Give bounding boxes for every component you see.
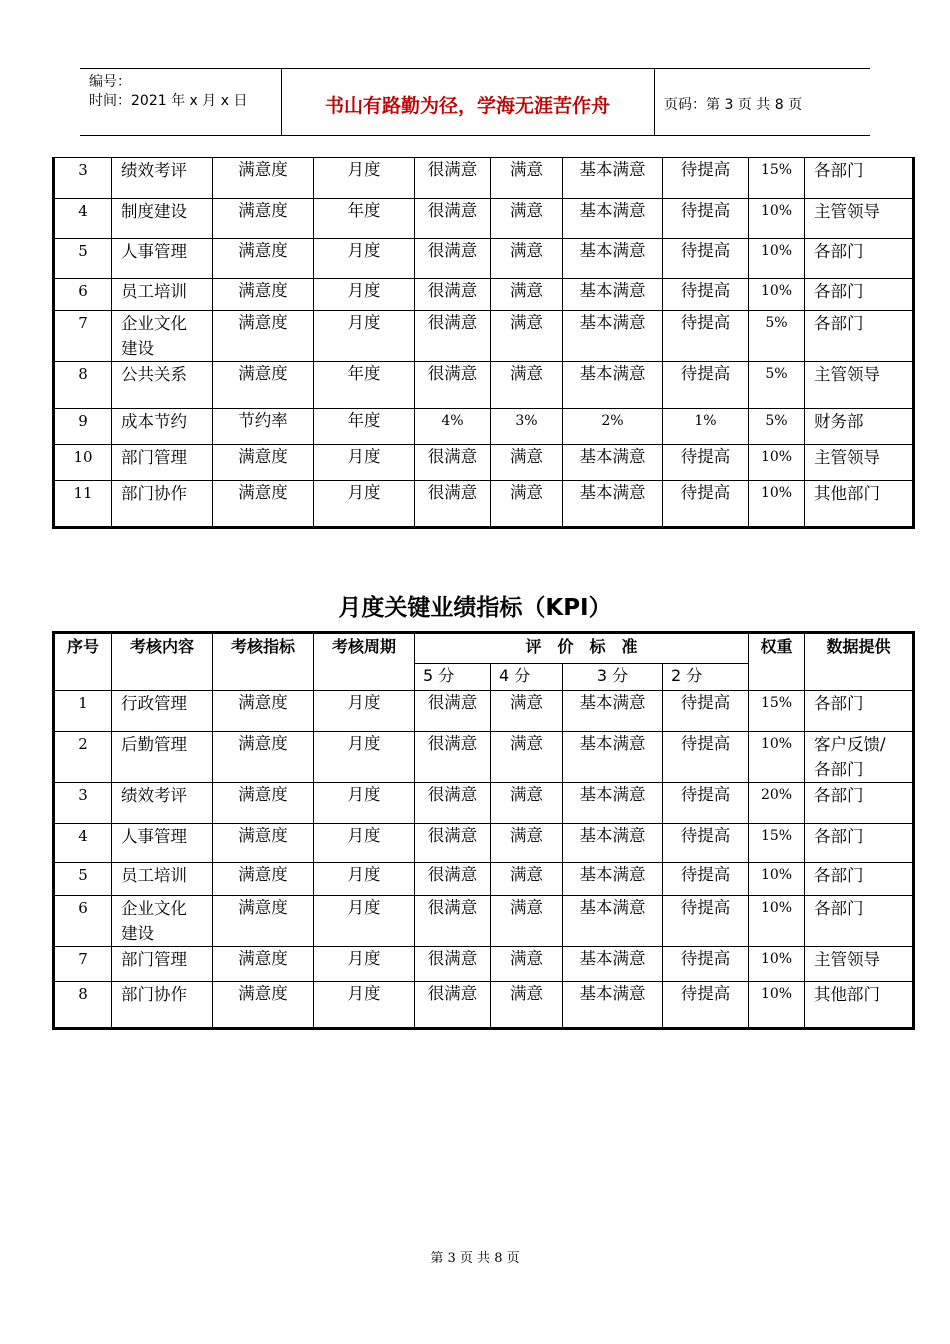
cell-weight: 10% (749, 239, 805, 279)
cell-weight: 10% (749, 279, 805, 311)
cell-content: 员工培训 (112, 279, 213, 311)
header-period: 考核周期 (314, 633, 415, 691)
header-index: 考核指标 (213, 633, 314, 691)
cell-s3: 基本满意 (563, 158, 663, 199)
cell-index: 满意度 (213, 362, 314, 409)
cell-index: 满意度 (213, 239, 314, 279)
cell-s3: 基本满意 (563, 362, 663, 409)
cell-s4: 满意 (491, 199, 563, 239)
cell-index: 满意度 (213, 824, 314, 863)
cell-content: 部门协作 (112, 481, 213, 528)
cell-source: 各部门 (805, 239, 914, 279)
cell-no: 5 (54, 863, 112, 896)
cell-period: 月度 (314, 824, 415, 863)
cell-index: 节约率 (213, 409, 314, 445)
cell-content: 绩效考评 (112, 783, 213, 824)
monthly-kpi-table (52, 631, 915, 1030)
cell-s2: 1% (663, 409, 749, 445)
table-row (54, 158, 914, 199)
table-row (54, 199, 914, 239)
cell-content: 后勤管理 (112, 732, 213, 783)
cell-s4: 满意 (491, 158, 563, 199)
cell-period: 月度 (314, 311, 415, 362)
cell-period: 月度 (314, 863, 415, 896)
cell-no: 8 (54, 362, 112, 409)
table-header-row (54, 633, 914, 664)
cell-s3: 基本满意 (563, 481, 663, 528)
cell-weight: 10% (749, 863, 805, 896)
header-score-2: 2 分 (663, 664, 749, 691)
cell-no: 2 (54, 732, 112, 783)
cell-s2: 待提高 (663, 279, 749, 311)
cell-s4: 满意 (491, 896, 563, 947)
header-motto: 书山有路勤为径，学海无涯苦作舟 (324, 95, 610, 117)
cell-no: 8 (54, 982, 112, 1029)
cell-content: 行政管理 (112, 691, 213, 732)
cell-weight: 10% (749, 445, 805, 481)
cell-no: 3 (54, 783, 112, 824)
cell-source: 财务部 (805, 409, 914, 445)
cell-source: 各部门 (805, 158, 914, 199)
cell-source: 各部门 (805, 783, 914, 824)
cell-source: 其他部门 (805, 982, 914, 1029)
cell-no: 9 (54, 409, 112, 445)
cell-content: 成本节约 (112, 409, 213, 445)
cell-s5: 4% (415, 409, 491, 445)
cell-s2: 待提高 (663, 732, 749, 783)
cell-s2: 待提高 (663, 691, 749, 732)
cell-weight: 20% (749, 783, 805, 824)
cell-s2: 待提高 (663, 783, 749, 824)
cell-s5: 很满意 (415, 279, 491, 311)
cell-s4: 满意 (491, 311, 563, 362)
table-row (54, 362, 914, 409)
cell-s4: 满意 (491, 362, 563, 409)
cell-s3: 基本满意 (563, 445, 663, 481)
cell-index: 满意度 (213, 732, 314, 783)
cell-s3: 基本满意 (563, 311, 663, 362)
cell-s3: 基本满意 (563, 982, 663, 1029)
cell-no: 10 (54, 445, 112, 481)
cell-s2: 待提高 (663, 896, 749, 947)
table-row (54, 311, 914, 362)
cell-index: 满意度 (213, 445, 314, 481)
cell-s3: 基本满意 (563, 199, 663, 239)
cell-weight: 10% (749, 896, 805, 947)
cell-s4: 满意 (491, 279, 563, 311)
table-row (54, 409, 914, 445)
cell-s5: 很满意 (415, 481, 491, 528)
cell-source: 主管领导 (805, 362, 914, 409)
header-divider (654, 69, 655, 135)
cell-index: 满意度 (213, 691, 314, 732)
cell-s3: 基本满意 (563, 732, 663, 783)
cell-content: 绩效考评 (112, 158, 213, 199)
cell-s5: 很满意 (415, 732, 491, 783)
cell-s3: 2% (563, 409, 663, 445)
cell-index: 满意度 (213, 199, 314, 239)
table-row (54, 824, 914, 863)
cell-no: 7 (54, 947, 112, 982)
cell-s5: 很满意 (415, 691, 491, 732)
time-label: 时间：2021 年 x 月 x 日 (89, 93, 248, 109)
table-row (54, 691, 914, 732)
cell-weight: 10% (749, 481, 805, 528)
cell-weight: 15% (749, 691, 805, 732)
cell-index: 满意度 (213, 982, 314, 1029)
cell-index: 满意度 (213, 279, 314, 311)
table-row (54, 863, 914, 896)
cell-no: 5 (54, 239, 112, 279)
cell-s5: 很满意 (415, 783, 491, 824)
header-meta (89, 73, 247, 111)
cell-content: 部门协作 (112, 982, 213, 1029)
cell-weight: 5% (749, 409, 805, 445)
cell-s4: 满意 (491, 982, 563, 1029)
table-row (54, 279, 914, 311)
cell-s3: 基本满意 (563, 783, 663, 824)
header-weight: 权重 (749, 633, 805, 691)
cell-s5: 很满意 (415, 982, 491, 1029)
cell-period: 月度 (314, 481, 415, 528)
header-score-5: 5 分 (415, 664, 491, 691)
cell-content: 制度建设 (112, 199, 213, 239)
header-page-info: 页码：第 3 页 共 8 页 (664, 97, 803, 113)
cell-s3: 基本满意 (563, 279, 663, 311)
cell-weight: 10% (749, 982, 805, 1029)
cell-index: 满意度 (213, 896, 314, 947)
cell-index: 满意度 (213, 158, 314, 199)
cell-s2: 待提高 (663, 199, 749, 239)
cell-period: 月度 (314, 982, 415, 1029)
cell-s2: 待提高 (663, 947, 749, 982)
cell-s3: 基本满意 (563, 691, 663, 732)
header-score-3: 3 分 (563, 664, 663, 691)
cell-no: 7 (54, 311, 112, 362)
cell-source: 各部门 (805, 863, 914, 896)
cell-no: 11 (54, 481, 112, 528)
cell-s4: 满意 (491, 445, 563, 481)
cell-s2: 待提高 (663, 863, 749, 896)
number-label: 编号： (89, 74, 131, 90)
cell-s4: 满意 (491, 824, 563, 863)
cell-period: 月度 (314, 691, 415, 732)
cell-weight: 10% (749, 199, 805, 239)
cell-s5: 很满意 (415, 239, 491, 279)
cell-s3: 基本满意 (563, 896, 663, 947)
table-row (54, 445, 914, 481)
cell-no: 6 (54, 896, 112, 947)
cell-period: 年度 (314, 199, 415, 239)
cell-content: 人事管理 (112, 239, 213, 279)
cell-period: 月度 (314, 445, 415, 481)
cell-no: 4 (54, 824, 112, 863)
cell-s2: 待提高 (663, 824, 749, 863)
cell-source: 客户反馈/ 各部门 (805, 732, 914, 783)
cell-s2: 待提高 (663, 362, 749, 409)
cell-index: 满意度 (213, 863, 314, 896)
cell-index: 满意度 (213, 311, 314, 362)
cell-no: 4 (54, 199, 112, 239)
cell-s2: 待提高 (663, 239, 749, 279)
cell-s2: 待提高 (663, 311, 749, 362)
header-content: 考核内容 (112, 633, 213, 691)
cell-s2: 待提高 (663, 982, 749, 1029)
table-row (54, 982, 914, 1029)
cell-period: 年度 (314, 362, 415, 409)
cell-weight: 5% (749, 311, 805, 362)
cell-s4: 满意 (491, 947, 563, 982)
cell-weight: 5% (749, 362, 805, 409)
cell-s5: 很满意 (415, 362, 491, 409)
cell-s5: 很满意 (415, 158, 491, 199)
table-row (54, 783, 914, 824)
page-header (80, 68, 870, 136)
table-row (54, 896, 914, 947)
cell-content: 部门管理 (112, 445, 213, 481)
cell-source: 其他部门 (805, 481, 914, 528)
cell-source: 主管领导 (805, 445, 914, 481)
cell-content: 员工培训 (112, 863, 213, 896)
cell-s3: 基本满意 (563, 863, 663, 896)
table-row (54, 732, 914, 783)
cell-s5: 很满意 (415, 863, 491, 896)
cell-period: 月度 (314, 239, 415, 279)
cell-weight: 10% (749, 732, 805, 783)
cell-s5: 很满意 (415, 824, 491, 863)
cell-period: 月度 (314, 947, 415, 982)
cell-period: 月度 (314, 158, 415, 199)
cell-index: 满意度 (213, 947, 314, 982)
cell-s4: 满意 (491, 239, 563, 279)
header-score-4: 4 分 (491, 664, 563, 691)
cell-content: 部门管理 (112, 947, 213, 982)
cell-period: 月度 (314, 279, 415, 311)
cell-no: 1 (54, 691, 112, 732)
cell-s4: 满意 (491, 691, 563, 732)
cell-source: 主管领导 (805, 947, 914, 982)
cell-no: 6 (54, 279, 112, 311)
cell-s5: 很满意 (415, 947, 491, 982)
cell-source: 主管领导 (805, 199, 914, 239)
cell-source: 各部门 (805, 896, 914, 947)
cell-period: 月度 (314, 896, 415, 947)
cell-s2: 待提高 (663, 158, 749, 199)
header-source: 数据提供 (805, 633, 914, 691)
cell-period: 年度 (314, 409, 415, 445)
cell-index: 满意度 (213, 481, 314, 528)
table-row (54, 239, 914, 279)
cell-weight: 15% (749, 824, 805, 863)
cell-s5: 很满意 (415, 199, 491, 239)
cell-index: 满意度 (213, 783, 314, 824)
cell-weight: 10% (749, 947, 805, 982)
cell-period: 月度 (314, 783, 415, 824)
header-no: 序号 (54, 633, 112, 691)
cell-source: 各部门 (805, 311, 914, 362)
cell-content: 人事管理 (112, 824, 213, 863)
cell-s4: 满意 (491, 863, 563, 896)
cell-s4: 3% (491, 409, 563, 445)
cell-s2: 待提高 (663, 445, 749, 481)
cell-s4: 满意 (491, 732, 563, 783)
cell-s5: 很满意 (415, 311, 491, 362)
cell-weight: 15% (749, 158, 805, 199)
cell-s4: 满意 (491, 783, 563, 824)
cell-s5: 很满意 (415, 896, 491, 947)
cell-s2: 待提高 (663, 481, 749, 528)
header-criteria: 评 价 标 准 (415, 633, 749, 664)
cell-s4: 满意 (491, 481, 563, 528)
cell-content: 企业文化 建设 (112, 311, 213, 362)
table-row (54, 947, 914, 982)
cell-period: 月度 (314, 732, 415, 783)
cell-s5: 很满意 (415, 445, 491, 481)
cell-source: 各部门 (805, 279, 914, 311)
cell-s3: 基本满意 (563, 824, 663, 863)
cell-s3: 基本满意 (563, 947, 663, 982)
cell-source: 各部门 (805, 691, 914, 732)
cell-no: 3 (54, 158, 112, 199)
kpi-table-continued (52, 157, 915, 529)
kpi-table-title: 月度关键业绩指标（KPI） (338, 595, 612, 621)
cell-source: 各部门 (805, 824, 914, 863)
cell-content: 企业文化 建设 (112, 896, 213, 947)
table-row (54, 481, 914, 528)
page-footer: 第 3 页 共 8 页 (430, 1251, 520, 1266)
cell-content: 公共关系 (112, 362, 213, 409)
cell-s3: 基本满意 (563, 239, 663, 279)
